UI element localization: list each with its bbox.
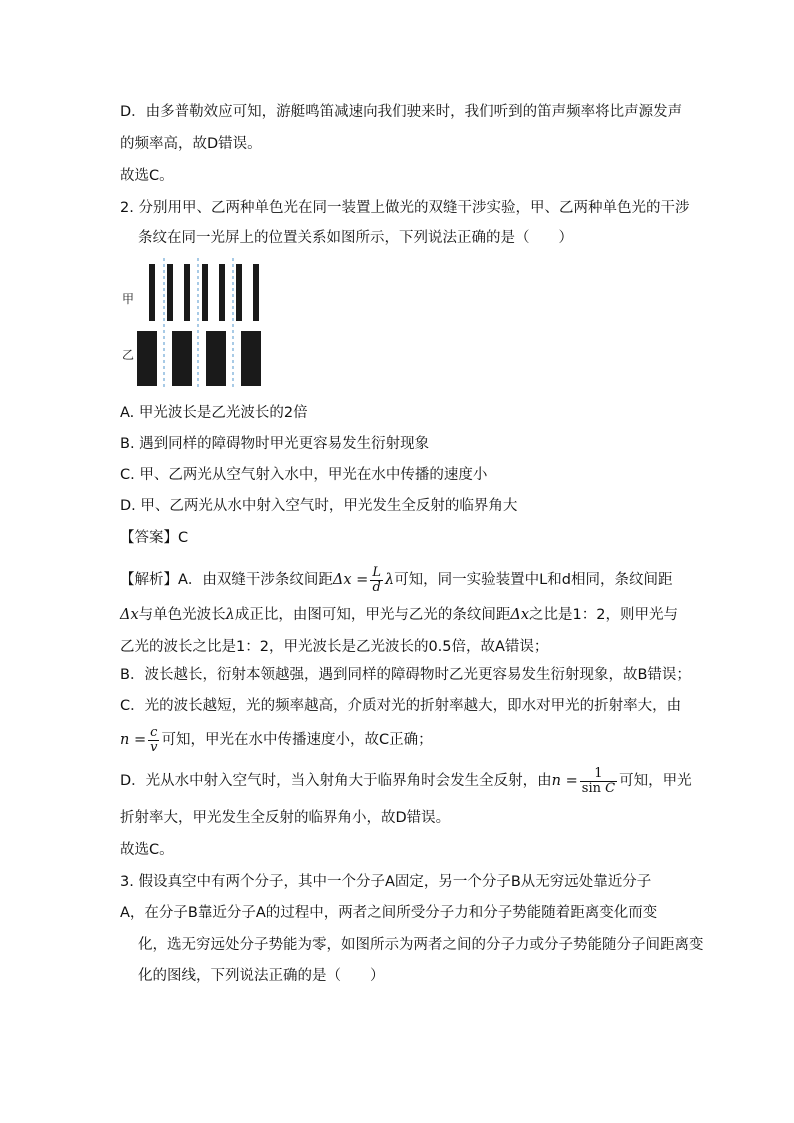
formula-l: L bbox=[372, 564, 381, 580]
formula-n-lhs-2: n = bbox=[551, 773, 578, 789]
q3-stem-line3: 化，选无穷远处分子势能为零，如图所示为两者之间的分子力或分子势能随分子间距离变 bbox=[138, 937, 704, 953]
formula-c-over-v bbox=[148, 726, 159, 755]
analysis-c-line1: C．光的波长越短，光的频率越高，介质对光的折射率越大，即水对甲光的折射率大，由 bbox=[120, 698, 682, 714]
analysis-a-line2-mid: 与单色光波长 bbox=[138, 607, 226, 623]
q3-stem-line2: A，在分子B靠近分子A的过程中，两者之间所受分子力和分子势能随着距离变化而变 bbox=[120, 905, 658, 921]
fringe-diagram bbox=[118, 258, 278, 388]
analysis-a-line1 bbox=[120, 563, 672, 597]
q1-select: 故选C。 bbox=[120, 168, 174, 184]
formula-1-over-sinc bbox=[580, 767, 617, 796]
formula-capital-c: C bbox=[605, 780, 616, 796]
analysis-a-rest: 可知，同一实验装置中L和d相同，条纹间距 bbox=[394, 572, 673, 588]
figure-label-yi: 乙 bbox=[122, 348, 135, 362]
q3-stem-line1: 3. 假设真空中有两个分子，其中一个分子A固定，另一个分子B从无穷远处靠近分子 bbox=[120, 874, 652, 890]
lambda-symbol: λ bbox=[225, 607, 235, 623]
formula-lambda: λ bbox=[384, 572, 395, 588]
fringe-jia-2 bbox=[167, 264, 173, 321]
q1-option-d-line1: D．由多普勒效应可知，游艇鸣笛减速向我们驶来时，我们听到的笛声频率将比声源发声 bbox=[120, 104, 683, 120]
q1-option-d-line2: 的频率高，故D错误。 bbox=[120, 136, 262, 152]
analysis-d-post: 可知，甲光 bbox=[619, 773, 692, 789]
formula-l-over-d bbox=[370, 566, 383, 595]
q2-select: 故选C。 bbox=[120, 842, 174, 858]
fringe-yi-4 bbox=[241, 331, 261, 386]
formula-sin: sin bbox=[581, 780, 601, 796]
q2-option-d: D. 甲、乙两光从水中射入空气时，甲光发生全反射的临界角大 bbox=[120, 498, 518, 514]
q2-option-b: B. 遇到同样的障碍物时甲光更容易发生衍射现象 bbox=[120, 436, 430, 452]
dx-symbol: Δx bbox=[120, 607, 139, 623]
formula-c: c bbox=[150, 724, 158, 740]
formula-n-lhs: n = bbox=[120, 732, 147, 748]
analysis-a-line2 bbox=[120, 605, 678, 625]
fringe-jia-3 bbox=[184, 264, 190, 321]
analysis-a-label: 【解析】A．由双缝干涉条纹间距 bbox=[120, 572, 333, 588]
analysis-c-line2-rest: 可知，甲光在水中传播速度小，故C正确； bbox=[161, 732, 433, 748]
q3-stem-line4: 化的图线，下列说法正确的是（ ） bbox=[138, 968, 385, 984]
formula-v: v bbox=[150, 739, 158, 755]
fringe-jia-4 bbox=[202, 264, 208, 321]
dx-symbol-2: Δx bbox=[510, 607, 530, 623]
fringe-jia-1 bbox=[149, 264, 155, 321]
analysis-d-line1 bbox=[120, 764, 692, 798]
figure-label-jia: 甲 bbox=[122, 292, 135, 306]
analysis-c-line2 bbox=[120, 723, 433, 757]
q2-stem-line2: 条纹在同一光屏上的位置关系如图所示，下列说法正确的是（ ） bbox=[138, 230, 573, 246]
fringe-yi-3 bbox=[206, 331, 226, 386]
fringe-jia-7 bbox=[253, 264, 259, 321]
fringe-jia-5 bbox=[219, 264, 225, 321]
q2-stem-line1: 2. 分别用甲、乙两种单色光在同一装置上做光的双缝干涉实验，甲、乙两种单色光的干涉 bbox=[120, 200, 690, 216]
fringe-yi-1 bbox=[137, 331, 157, 386]
fringe-jia-6 bbox=[236, 264, 242, 321]
fringe-yi-2 bbox=[172, 331, 192, 386]
formula-one: 1 bbox=[594, 765, 603, 781]
formula-dx-lhs: Δx = bbox=[332, 572, 369, 588]
q2-option-a: A. 甲光波长是乙光波长的2倍 bbox=[120, 405, 308, 421]
formula-sin-c bbox=[580, 781, 617, 796]
analysis-a-line2-end: 之比是1：2，则甲光与 bbox=[529, 607, 678, 623]
analysis-a-line2-rest: 成正比，由图可知，甲光与乙光的条纹间距 bbox=[234, 607, 511, 623]
analysis-a-line3: 乙光的波长之比是1：2，甲光波长是乙光波长的0.5倍，故A错误； bbox=[120, 639, 549, 655]
formula-d: d bbox=[370, 580, 383, 595]
q2-option-c: C. 甲、乙两光从空气射入水中，甲光在水中传播的速度小 bbox=[120, 467, 488, 483]
q2-answer: 【答案】C bbox=[120, 530, 189, 546]
analysis-b-line: B．波长越长，衍射本领越强，遇到同样的障碍物时乙光更容易发生衍射现象，故B错误； bbox=[120, 667, 691, 683]
analysis-d-pre: D．光从水中射入空气时，当入射角大于临界角时会发生全反射，由 bbox=[120, 773, 552, 789]
analysis-d-line2: 折射率大，甲光发生全反射的临界角小，故D错误。 bbox=[120, 810, 451, 826]
